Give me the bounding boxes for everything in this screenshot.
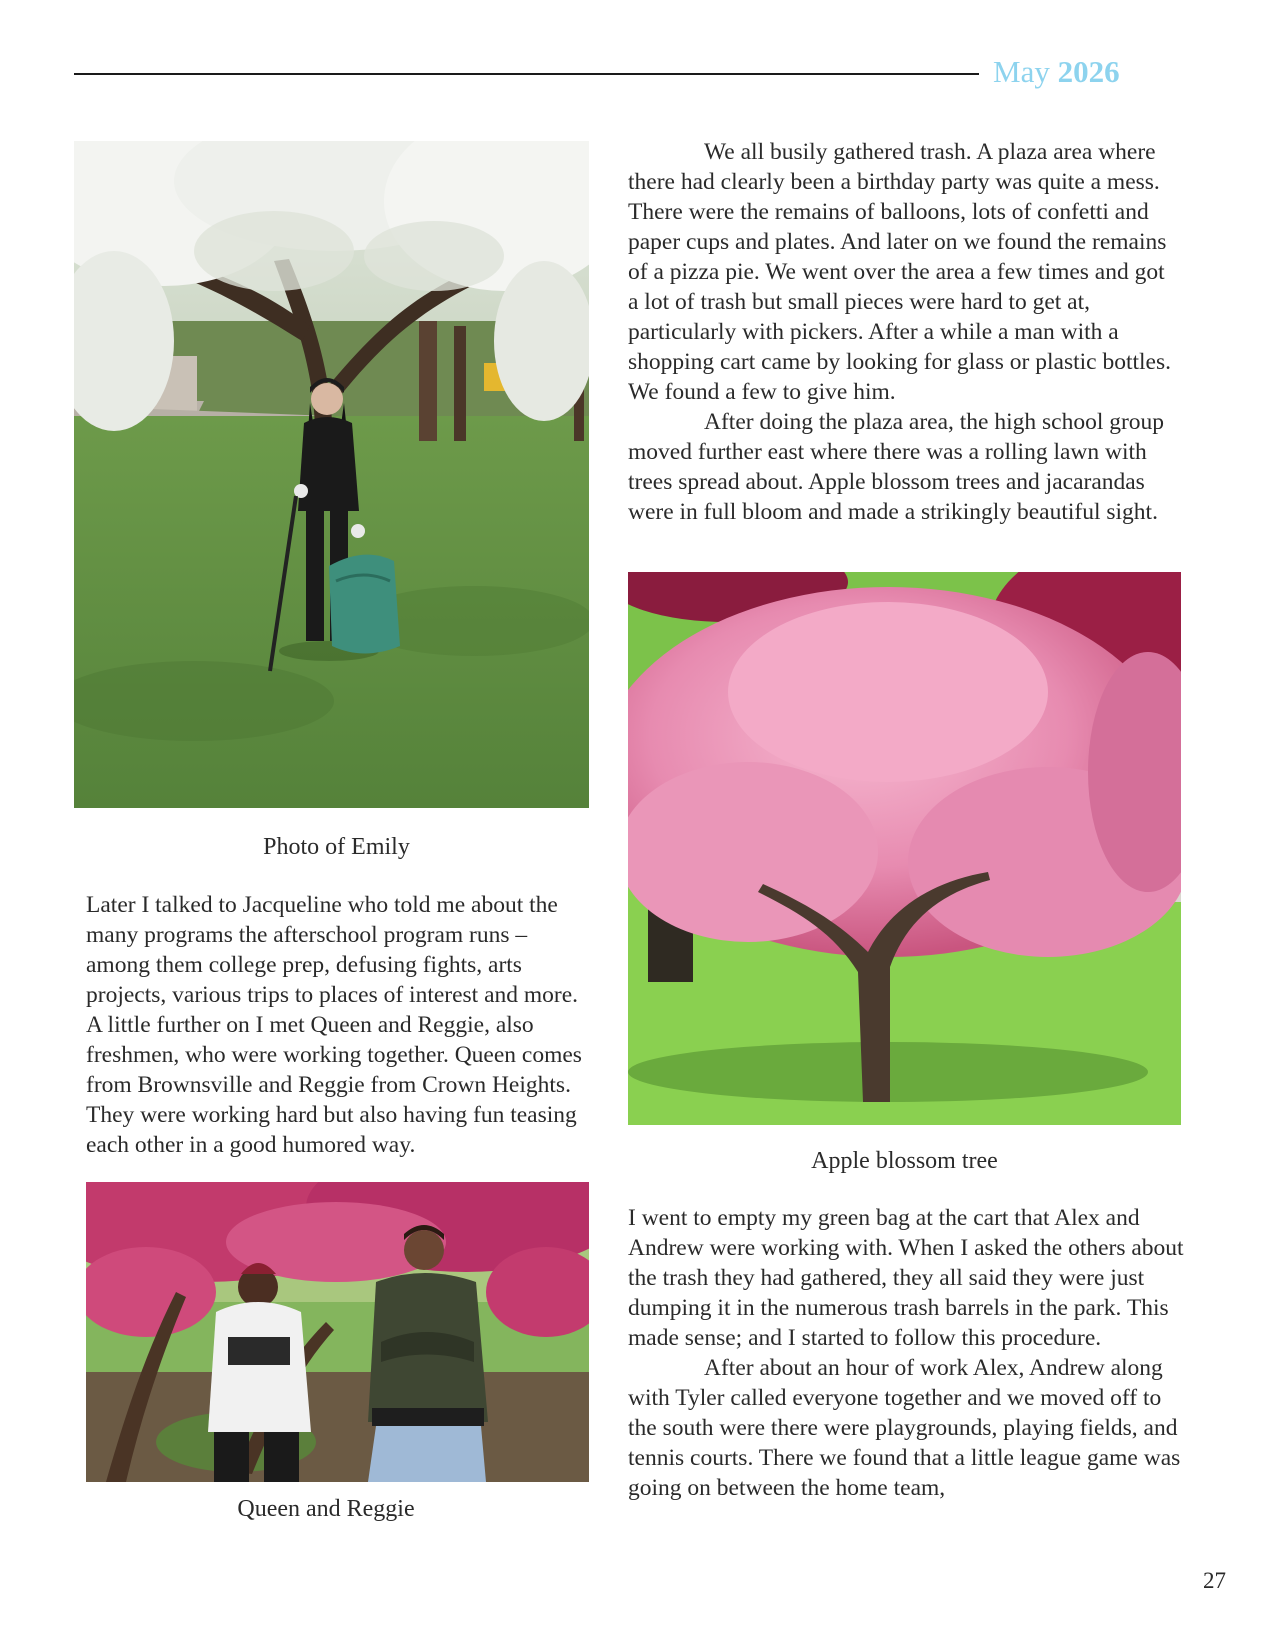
right-paragraph-4: After about an hour of work Alex, Andrew along with Tyler called everyone together and we moved off to the south were there were playgrounds, playing fields, and tennis courts. There we found that a little league game was going on between the home team, bbox=[628, 1355, 1181, 1501]
photo-emily bbox=[74, 141, 589, 808]
right-paragraph-1: We all busily gathered trash. A plaza area where there had clearly been a birthday party was quite a mess. There were the remains of balloons, lots of confetti and paper cups and plates. And later on we found the remains of a pizza pie. We went over the area a few times and got a lot of trash but small pieces were hard to get at, particularly with pickers. After a while a man with a shopping cart came by looking for glass or plastic bottles. We found a few to give him. bbox=[628, 139, 1172, 405]
issue-year: 2026 bbox=[1057, 54, 1120, 89]
photo-queen-reggie bbox=[86, 1182, 589, 1482]
right-paragraph-3: I went to empty my green bag at the cart that Alex and Andrew were working with. When I asked the others about the trash they had gathered, they all said they were just dumping it in the numerous trash barrels in the park. This made sense; and I started to follow this procedure. bbox=[628, 1205, 1184, 1351]
photo-apple-blossom bbox=[628, 572, 1181, 1125]
right-column-top-text bbox=[628, 137, 1173, 527]
caption-queen-reggie: Queen and Reggie bbox=[237, 1496, 415, 1522]
right-column-bottom-text bbox=[628, 1203, 1185, 1503]
left-paragraph: Later I talked to Jacqueline who told me about the many programs the afterschool program runs – among them college prep, defusing fights, arts projects, various trips to places of interest and more. A little further on I met Queen and Reggie, also freshmen, who were working together. Queen comes from Brownsville and Reggie from Crown Heights. They were working hard but also having fun teasing each other in a good humored way. bbox=[86, 892, 582, 1158]
right-paragraph-2: After doing the plaza area, the high school group moved further east where there was a rolling lawn with trees spread about. Apple blossom trees and jacarandas were in full bloom and made a strikingly beautiful sight. bbox=[628, 409, 1165, 525]
issue-date bbox=[993, 54, 1120, 90]
issue-month: May bbox=[993, 54, 1050, 89]
header-rule bbox=[74, 73, 979, 75]
left-column-text bbox=[86, 890, 591, 1160]
page-number: 27 bbox=[1203, 1568, 1226, 1593]
caption-emily: Photo of Emily bbox=[263, 834, 410, 860]
caption-apple-blossom: Apple blossom tree bbox=[811, 1148, 998, 1174]
